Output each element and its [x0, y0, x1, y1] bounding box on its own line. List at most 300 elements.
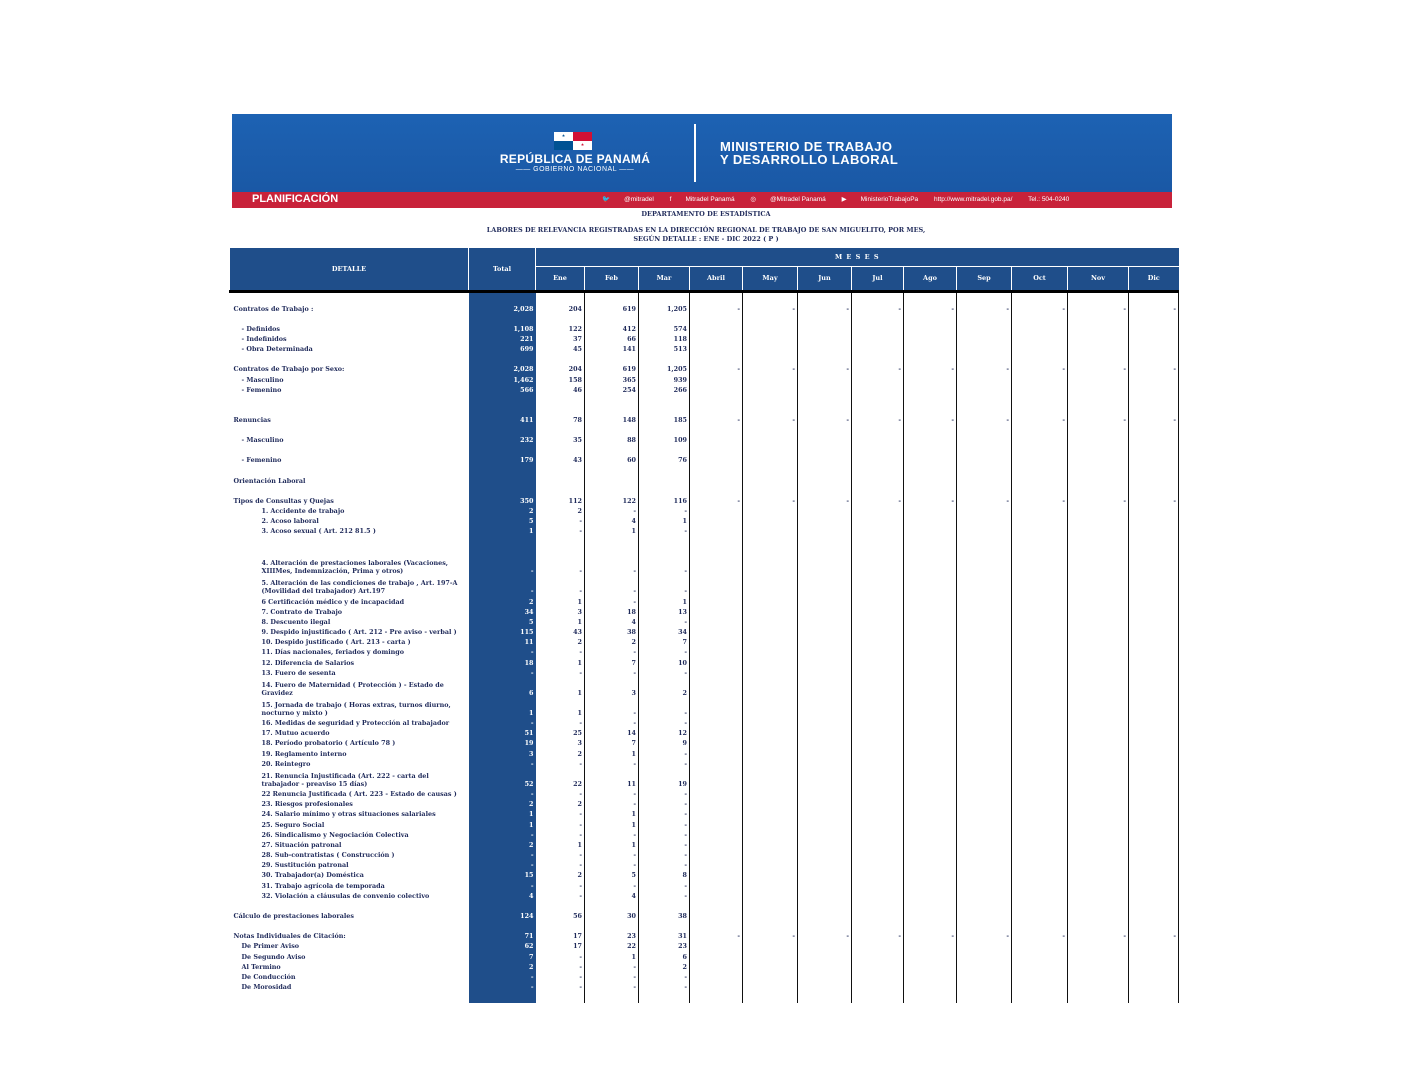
month-value: [957, 636, 1012, 646]
month-value: 1: [639, 595, 690, 605]
month-value: 22: [536, 768, 585, 788]
month-value: [1068, 555, 1129, 575]
month-value: -: [536, 879, 585, 889]
row-total: [469, 535, 536, 545]
row-total: [469, 920, 536, 930]
table-row: [230, 818, 1179, 828]
row-detail: 18. Período probatorio ( Artículo 78 ): [261, 739, 396, 748]
month-value: -: [639, 646, 690, 656]
month-value: [904, 464, 957, 474]
month-value: [957, 859, 1012, 869]
month-value: [904, 525, 957, 535]
month-value: -: [639, 505, 690, 515]
month-value: [852, 839, 904, 849]
month-value: 619: [585, 303, 639, 313]
month-value: [743, 656, 798, 666]
month-value: [690, 849, 743, 859]
month-value: -: [852, 414, 904, 424]
month-value: [1012, 971, 1068, 981]
month-value: [1012, 515, 1068, 525]
month-value: -: [639, 525, 690, 535]
month-value: [957, 353, 1012, 363]
month-value: 939: [639, 373, 690, 383]
website-link[interactable]: http://www.mitradel.gob.pa/: [933, 196, 1013, 203]
month-value: [1068, 291, 1129, 303]
month-value: [1012, 646, 1068, 656]
month-value: [1012, 424, 1068, 434]
month-value: [743, 595, 798, 605]
month-value: -: [690, 930, 743, 940]
month-value: [1068, 394, 1129, 404]
month-value: [743, 727, 798, 737]
month-value: [957, 869, 1012, 879]
table-row: [230, 515, 1179, 525]
row-detail: [230, 464, 469, 474]
month-value: 204: [536, 303, 585, 313]
month-value: [852, 869, 904, 879]
month-value: [1068, 333, 1129, 343]
row-total: 124: [469, 910, 536, 920]
month-value: -: [536, 646, 585, 656]
month-value: [1012, 839, 1068, 849]
row-total: [469, 464, 536, 474]
month-value: [536, 545, 585, 555]
month-value: 6: [639, 950, 690, 960]
month-value: [1012, 667, 1068, 677]
row-detail: De Conducción: [241, 972, 296, 981]
month-value: [798, 474, 852, 484]
month-value: [852, 474, 904, 484]
month-value: [1068, 505, 1129, 515]
row-detail: - Definidos: [241, 324, 281, 333]
month-value: [904, 353, 957, 363]
month-value: 1: [536, 677, 585, 697]
month-value: -: [639, 697, 690, 717]
month-value: [1012, 444, 1068, 454]
month-value: [743, 890, 798, 900]
month-value: [690, 717, 743, 727]
spacer-row: [230, 991, 1179, 1003]
month-value: [1129, 313, 1179, 323]
month-value: [743, 626, 798, 636]
month-value: [585, 920, 639, 930]
row-detail: [230, 353, 469, 363]
month-value: [1129, 454, 1179, 464]
filler-cell: [743, 991, 798, 1003]
month-value: [1129, 869, 1179, 879]
month-value: 5: [585, 869, 639, 879]
month-value: [1129, 961, 1179, 971]
month-header: Mar: [639, 266, 690, 291]
spacer-row: [230, 444, 1179, 454]
month-value: [904, 900, 957, 910]
month-value: [1012, 656, 1068, 666]
table-row: [230, 677, 1179, 697]
month-value: [957, 485, 1012, 495]
month-value: [852, 333, 904, 343]
month-value: [852, 950, 904, 960]
month-value: [690, 747, 743, 757]
month-value: [852, 616, 904, 626]
month-value: [798, 879, 852, 889]
month-value: 3: [536, 606, 585, 616]
month-value: [1129, 758, 1179, 768]
month-value: 38: [639, 910, 690, 920]
month-value: [1068, 808, 1129, 818]
month-value: [957, 595, 1012, 605]
table-row: [230, 859, 1179, 869]
month-value: 25: [536, 727, 585, 737]
month-value: [904, 444, 957, 454]
month-value: [1012, 323, 1068, 333]
month-value: -: [536, 849, 585, 859]
row-detail: 13. Fuero de sesenta: [261, 668, 336, 677]
month-value: [1068, 626, 1129, 636]
month-value: [957, 626, 1012, 636]
table-row: [230, 768, 1179, 788]
month-value: [1012, 505, 1068, 515]
row-detail: 10. Despido justificado ( Art. 213 - carta ): [261, 638, 411, 647]
month-value: [1068, 404, 1129, 414]
row-total: [469, 900, 536, 910]
month-value: [1129, 555, 1179, 575]
month-value: [957, 808, 1012, 818]
month-value: [904, 667, 957, 677]
month-value: [1068, 859, 1129, 869]
month-value: [957, 404, 1012, 414]
month-value: [904, 555, 957, 575]
month-value: [957, 768, 1012, 788]
month-value: [957, 940, 1012, 950]
month-value: -: [904, 414, 957, 424]
month-value: [1129, 859, 1179, 869]
month-value: -: [585, 505, 639, 515]
month-value: [743, 313, 798, 323]
month-value: [1068, 525, 1129, 535]
month-value: [852, 394, 904, 404]
row-total: [469, 353, 536, 363]
month-value: [957, 323, 1012, 333]
month-header: Sep: [957, 266, 1012, 291]
month-value: [1129, 353, 1179, 363]
month-value: [852, 961, 904, 971]
table-row: [230, 636, 1179, 646]
month-value: [690, 291, 743, 303]
month-value: [957, 555, 1012, 575]
row-detail: - Masculino: [241, 436, 284, 445]
facebook-handle[interactable]: Mitradel Panamá: [685, 196, 735, 203]
month-value: [1068, 879, 1129, 889]
month-value: [798, 525, 852, 535]
month-value: [904, 454, 957, 464]
month-value: [852, 291, 904, 303]
month-value: 122: [585, 495, 639, 505]
month-value: [690, 808, 743, 818]
month-value: [1068, 424, 1129, 434]
month-value: -: [585, 758, 639, 768]
month-value: [1012, 768, 1068, 788]
month-value: [690, 575, 743, 595]
instagram-icon: ◎: [750, 196, 757, 203]
month-value: -: [1068, 303, 1129, 313]
month-value: [798, 636, 852, 646]
month-value: [1012, 575, 1068, 595]
row-total: -: [469, 859, 536, 869]
row-detail: 28. Sub-contratistas ( Construcción ): [261, 851, 395, 860]
row-total: 2: [469, 839, 536, 849]
month-value: [957, 981, 1012, 991]
month-value: [743, 555, 798, 575]
month-value: [904, 384, 957, 394]
month-value: [639, 464, 690, 474]
month-value: -: [1068, 930, 1129, 940]
month-value: [852, 454, 904, 464]
month-value: [957, 971, 1012, 981]
month-value: [904, 950, 957, 960]
month-value: [690, 818, 743, 828]
month-value: [957, 434, 1012, 444]
month-value: [1012, 961, 1068, 971]
spacer-row: [230, 394, 1179, 404]
month-value: [852, 575, 904, 595]
month-value: [852, 505, 904, 515]
month-value: -: [852, 930, 904, 940]
month-value: -: [639, 890, 690, 900]
month-header: Nov: [1068, 266, 1129, 291]
row-total: 2: [469, 961, 536, 971]
month-value: -: [1129, 495, 1179, 505]
row-detail: [230, 394, 469, 404]
row-detail: Notas Individuales de Citación:: [233, 932, 346, 941]
month-value: [904, 747, 957, 757]
row-detail: De Primer Aviso: [241, 942, 300, 951]
month-value: [1012, 879, 1068, 889]
month-value: [957, 737, 1012, 747]
month-value: [1129, 575, 1179, 595]
month-value: 4: [585, 515, 639, 525]
month-value: [1068, 343, 1129, 353]
month-value: [1129, 667, 1179, 677]
month-value: [798, 808, 852, 818]
table-row: [230, 646, 1179, 656]
table-row: [230, 849, 1179, 859]
month-value: [1129, 971, 1179, 981]
month-value: [1068, 940, 1129, 950]
row-total: 115: [469, 626, 536, 636]
twitter-handle[interactable]: @mitradel: [624, 196, 654, 203]
table-row: [230, 890, 1179, 900]
month-value: [743, 697, 798, 717]
month-value: -: [585, 667, 639, 677]
month-value: -: [639, 808, 690, 818]
month-value: [852, 323, 904, 333]
month-value: [690, 859, 743, 869]
spacer-row: [230, 545, 1179, 555]
month-value: [957, 616, 1012, 626]
month-value: [904, 869, 957, 879]
month-value: [1068, 616, 1129, 626]
month-value: [852, 656, 904, 666]
month-value: [957, 646, 1012, 656]
month-value: [957, 849, 1012, 859]
month-value: -: [536, 788, 585, 798]
row-total: 52: [469, 768, 536, 788]
table-row: [230, 747, 1179, 757]
month-value: 19: [639, 768, 690, 788]
month-value: [1012, 829, 1068, 839]
month-value: -: [536, 890, 585, 900]
month-header: Feb: [585, 266, 639, 291]
month-value: -: [798, 930, 852, 940]
month-value: [798, 758, 852, 768]
month-value: [1129, 727, 1179, 737]
month-value: [639, 424, 690, 434]
month-value: [852, 768, 904, 788]
month-value: 7: [585, 656, 639, 666]
month-value: 23: [639, 940, 690, 950]
month-value: [798, 424, 852, 434]
month-value: -: [536, 971, 585, 981]
month-value: 158: [536, 373, 585, 383]
month-value: [1068, 849, 1129, 859]
month-value: [957, 454, 1012, 464]
month-value: [585, 394, 639, 404]
month-value: [743, 444, 798, 454]
month-value: [743, 515, 798, 525]
row-total: 11: [469, 636, 536, 646]
month-value: [585, 535, 639, 545]
month-value: -: [536, 717, 585, 727]
month-value: [798, 727, 852, 737]
month-value: 109: [639, 434, 690, 444]
month-value: [852, 727, 904, 737]
month-value: [1068, 454, 1129, 464]
row-detail: - Femenino: [241, 456, 282, 465]
month-value: 1: [536, 839, 585, 849]
row-detail: 31. Trabajo agrícola de temporada: [261, 881, 385, 890]
month-value: [536, 900, 585, 910]
report-title-line1: LABORES DE RELEVANCIA REGISTRADAS EN LA DIRECCIÓN REGIONAL DE TRABAJO DE SAN MIGUELITO, POR MES,: [486, 226, 926, 234]
table-row: [230, 930, 1179, 940]
row-detail: - Obra Determinada: [241, 345, 313, 354]
month-value: [743, 373, 798, 383]
month-value: [798, 444, 852, 454]
month-value: 45: [536, 343, 585, 353]
month-value: -: [957, 414, 1012, 424]
instagram-handle[interactable]: @Mitradel Panamá: [770, 196, 826, 203]
month-value: 116: [639, 495, 690, 505]
month-value: -: [585, 971, 639, 981]
row-total: -: [469, 646, 536, 656]
month-value: [1012, 525, 1068, 535]
month-value: [690, 606, 743, 616]
filler-cell: [230, 991, 469, 1003]
month-value: [798, 981, 852, 991]
social-links: [602, 195, 1083, 203]
month-value: 9: [639, 737, 690, 747]
month-value: [1129, 737, 1179, 747]
month-value: [852, 971, 904, 981]
month-value: 31: [639, 930, 690, 940]
data-table: [229, 248, 1179, 1003]
month-value: [957, 656, 1012, 666]
month-value: [1068, 667, 1129, 677]
month-value: [536, 313, 585, 323]
row-total: 2,028: [469, 303, 536, 313]
month-value: [957, 474, 1012, 484]
row-total: 6: [469, 677, 536, 697]
youtube-handle[interactable]: MinisterioTrabajoPa: [860, 196, 919, 203]
month-value: [904, 323, 957, 333]
month-value: [690, 697, 743, 717]
row-total: [469, 474, 536, 484]
row-detail: 11. Días nacionales, feriados y domingo: [261, 648, 405, 657]
row-total: 34: [469, 606, 536, 616]
month-value: [690, 444, 743, 454]
month-value: [743, 575, 798, 595]
month-value: 2: [536, 798, 585, 808]
month-value: 8: [639, 869, 690, 879]
month-value: [852, 879, 904, 889]
month-value: [852, 859, 904, 869]
row-detail: 32. Violación a cláusulas de convenio colectivo: [261, 891, 430, 900]
row-detail: [230, 920, 469, 930]
month-value: 1,205: [639, 363, 690, 373]
row-total: 221: [469, 333, 536, 343]
table-row: [230, 737, 1179, 747]
row-detail: [230, 424, 469, 434]
month-value: [743, 535, 798, 545]
month-value: -: [639, 575, 690, 595]
month-value: [957, 525, 1012, 535]
month-value: 1: [536, 656, 585, 666]
month-value: [798, 869, 852, 879]
month-value: -: [639, 798, 690, 808]
month-value: [1068, 788, 1129, 798]
month-value: [852, 384, 904, 394]
month-value: [1068, 900, 1129, 910]
month-value: [743, 747, 798, 757]
month-value: [690, 313, 743, 323]
month-value: [1068, 595, 1129, 605]
month-value: [1129, 788, 1179, 798]
month-value: [852, 404, 904, 414]
month-value: [1129, 920, 1179, 930]
month-value: 76: [639, 454, 690, 464]
month-value: [798, 717, 852, 727]
month-value: 2: [536, 747, 585, 757]
month-value: [1129, 890, 1179, 900]
month-value: [904, 839, 957, 849]
filler-cell: [585, 991, 639, 1003]
month-value: [639, 920, 690, 930]
table-row: [230, 575, 1179, 595]
row-detail: 1. Accidente de trabajo: [261, 506, 345, 515]
month-value: [852, 343, 904, 353]
month-value: [852, 667, 904, 677]
month-value: [743, 667, 798, 677]
month-value: -: [904, 303, 957, 313]
month-value: [743, 950, 798, 960]
month-value: [1129, 373, 1179, 383]
month-value: [1129, 849, 1179, 859]
month-value: [690, 829, 743, 839]
month-value: [904, 474, 957, 484]
gobierno-label: —— GOBIERNO NACIONAL ——: [515, 166, 635, 173]
month-value: [536, 394, 585, 404]
month-value: [904, 343, 957, 353]
row-detail: 12. Diferencia de Salarios: [261, 658, 355, 667]
